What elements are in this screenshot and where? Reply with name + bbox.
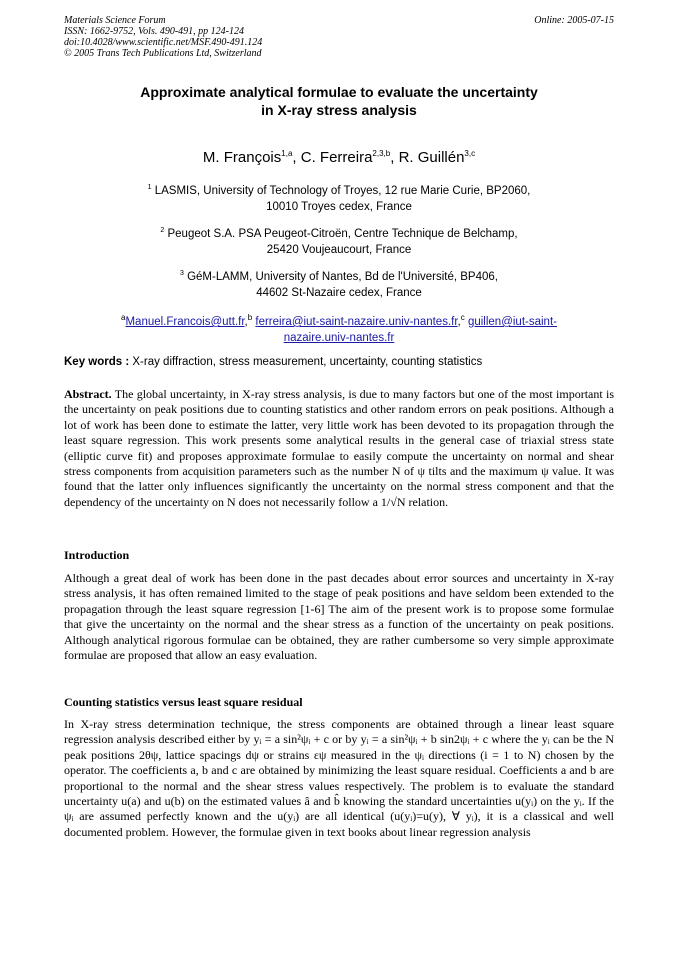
affiliation-2: $^2$ Peugeot S.A. PSA Peugeot-Citroën, Centre Technique de Belchamp, 25420 Voujeaucourt, France (160, 227, 518, 256)
email-link-guillen[interactable]: guillen@iut-saint- (467, 316, 557, 328)
email-link-ferreira[interactable]: ferreira@iut-saint-nazaire.univ-nantes.fr (255, 316, 458, 328)
email-link-francois[interactable]: Manuel.Francois@utt.fr (125, 316, 245, 328)
section-heading-introduction: Introduction (64, 548, 130, 562)
paper-title: Approximate analytical formulae to evaluate the uncertainty in X-ray stress analysis (140, 84, 538, 118)
abstract-label: Abstract. (64, 387, 112, 401)
author-ferreira: C. Ferreira (300, 149, 373, 166)
keywords-label: Key words : (64, 356, 130, 368)
affiliation-3: $^3$ GéM-LAMM, University of Nantes, Bd de l'Université, BP406, 44602 St-Nazaire cedex, France (179, 270, 498, 299)
keywords-text: X-ray diffraction, stress measurement, uncertainty, counting statistics (132, 356, 483, 368)
online-date: Online: 2005-07-15 (534, 15, 614, 26)
abstract-text: The global uncertainty, in X-ray stress analysis, is due to many factors but one of the most important is the uncertainty on peak positions due to counting statistics and other random errors on peak positions. Although a lot of work has been done to estimate the latter, very little work has been devoted to its propagation through the least square regression. This work presents some analytical results in the general case of triaxial stress state (elliptic curve fit) and proposes approximate formulae to easily compute the uncertainty on normal and shear stress components from acquisition parameters such as the number N of ψ tilts and the maximum ψ value. It was found that the latter only influences significantly the uncertainty on the normal stress component and that the dependency of the uncertainty on N does not necessarily follow a 1/√N relation. (64, 387, 614, 509)
email-list: $^a$Manuel.Francois@utt.fr,$^b$ ferreira@iut-saint-nazaire.univ-nantes.fr,$^c$ guillen@iut-saint- nazaire.univ-nantes.fr (121, 313, 557, 344)
running-header (64, 15, 614, 59)
keywords (64, 356, 614, 368)
equation-2: yᵢ = a sin²ψᵢ + b sin2ψᵢ + c (360, 732, 489, 747)
affiliation-1: $^1$ LASMIS, University of Technology of Troyes, 12 rue Marie Curie, BP2060, 10010 Troyes cedex, France (147, 184, 531, 213)
section-heading-counting-statistics: Counting statistics versus least square residual (64, 695, 303, 709)
counting-paragraph: In X-ray stress determination technique, the stress components are obtained through a linear least square regression analysis described either by yᵢ = a sin²ψᵢ + c or by yᵢ = a sin²ψᵢ + b sin2ψᵢ + c where the yᵢ can be the N peak positions 2θψ, lattice spacings dψ or strains εψ measured in the ψᵢ directions (i = 1 to N) chosen by the operator. The coefficients a, b and c are obtained by minimizing the least square residual. Coefficients a and b are proportional to the normal and the shear stress values respectively. The problem is to evaluate the standard uncertainty u(a) and u(b) on the estimated values â and b̂ knowing the standard uncertainties u(yᵢ) on the yᵢ. If the ψᵢ are assumed perfectly known and the u(yᵢ) are all identical (u(yᵢ)=u(y), ∀ yᵢ), it is a classical and well documented problem. However, the formulae given in text books about linear regression analysis (64, 717, 614, 839)
introduction-paragraph: Although a great deal of work has been done in the past decades about error sources and uncertainty in X-ray stress analysis, it has often remained limited to the stage of peak positions and have seldom been extended to the propagation through the least square regression [1-6] The aim of the present work is to propose some formulae that give the uncertainty on the normal and the shear stress as a function of the uncertainty on peak positions. Although analytical rigorous formulae can be obtained, they are rather cumbersome so very simple approximate formulae are proposed that allow an easy evaluation. (64, 571, 614, 663)
email-link-guillen-cont[interactable]: nazaire.univ-nantes.fr (283, 332, 395, 344)
author-list: M. François$^{1,a}$, C. Ferreira$^{2,3,b}$, R. Guillén$^{3,c}$ (202, 149, 476, 166)
copyright-line: © 2005 Trans Tech Publications Ltd, Switzerland (64, 48, 262, 59)
issn-line: ISSN: 1662-9752, Vols. 490-491, pp 124-124 (64, 26, 244, 37)
equation-1: yᵢ = a sin²ψᵢ + c (253, 732, 329, 747)
author-francois: M. François (202, 149, 282, 166)
abstract-paragraph (64, 387, 614, 510)
doi-line: doi:10.4028/www.scientific.net/MSF.490-491.124 (64, 37, 263, 48)
journal-name: Materials Science Forum (64, 15, 166, 26)
author-guillen: R. Guillén (398, 149, 465, 166)
